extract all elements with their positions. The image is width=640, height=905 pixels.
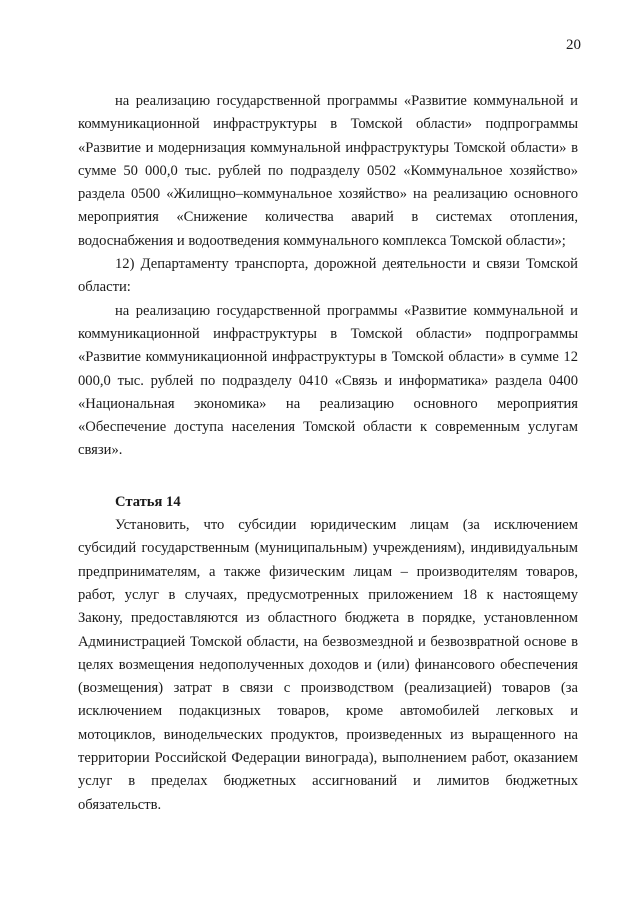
article-heading: Статья 14 bbox=[115, 493, 181, 510]
page-number: 20 bbox=[566, 37, 581, 53]
article-text: Установить, что субсидии юридическим лицам (за исключением субсидий государственным (муниципальным) учреждениям), индивидуальным предпринимателям, а также физическим лицам – производителям товаров, работ, услуг в случаях, предусмотренных приложением 18 к настоящему Закону, предоставляются из областного бюджета в порядке, установленном Администрацией Томской области, на безвозмездной и безвозвратной основе в целях возмещения недополученных доходов и (или) финансового обеспечения (возмещения) затрат в связи с производством (реализацией) товаров (за исключением подакцизных товаров, кроме автомобилей легковых и мотоциклов, винодельческих продуктов, произведенных из выращенного на территории Российской Федерации винограда), выполнением работ, оказанием услуг в пределах бюджетных ассигнований и лимитов бюджетных обязательств. bbox=[78, 517, 578, 813]
paragraph-transport-department: 12) Департаменту транспорта, дорожной деятельности и связи Томской области: bbox=[78, 256, 578, 296]
paragraph-municipal-program: на реализацию государственной программы «Развитие коммунальной и коммуникационной инфраструктуры в Томской области» подпрограммы «Развитие и модернизация коммунальной инфраструктуры Томской области» в сумме 50 000,0 тыс. рублей по подразделу 0502 «Коммунальное хозяйство» раздела 0500 «Жилищно–коммунальное хозяйство» на реализацию основного мероприятия «Снижение количества аварий в системах отопления, водоснабжения и водоотведения коммунального комплекса Томской области»; bbox=[78, 93, 578, 249]
document-body bbox=[78, 90, 578, 817]
paragraph-communication-program: на реализацию государственной программы «Развитие коммунальной и коммуникационной инфраструктуры в Томской области» подпрограммы «Развитие коммуникационной инфраструктуры в Томской области» в сумме 12 000,0 тыс. рублей по подразделу 0410 «Связь и информатика» раздела 0400 «Национальная экономика» на реализацию основного мероприятия «Обеспечение доступа населения Томской области к современным услугам связи». bbox=[78, 302, 578, 459]
